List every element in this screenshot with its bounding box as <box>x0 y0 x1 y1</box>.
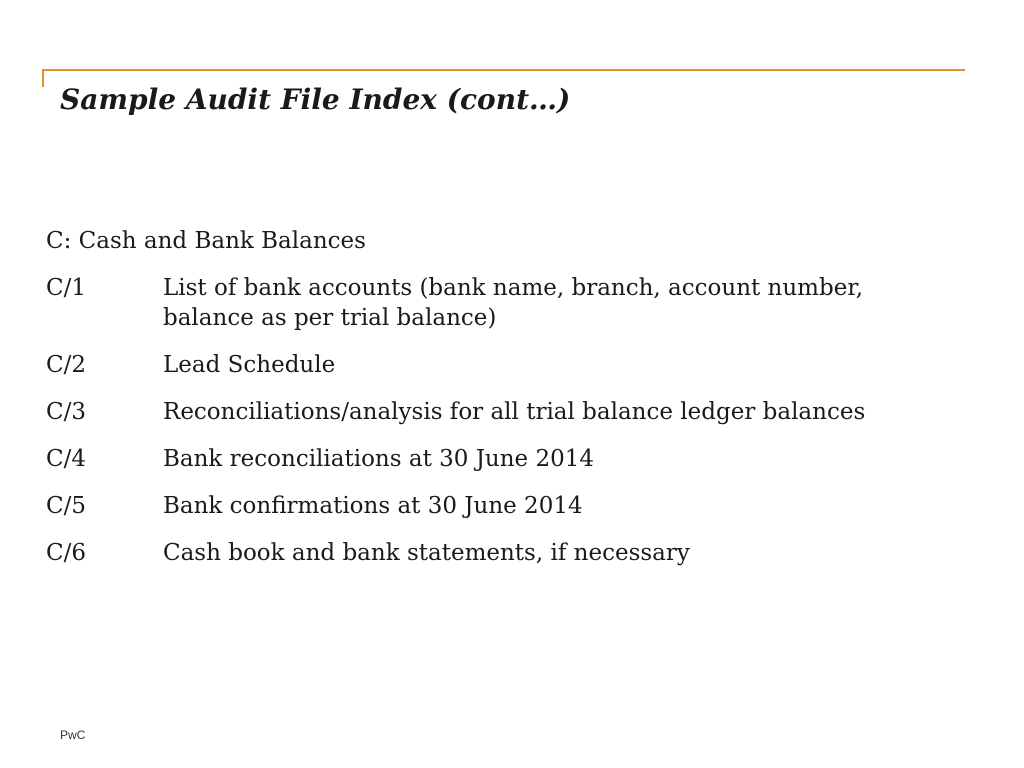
index-code: C/3 <box>46 399 86 425</box>
index-row-c2 <box>46 350 946 380</box>
index-description: Reconciliations/analysis for all trial balance ledger balances <box>163 399 866 425</box>
index-description: Lead Schedule <box>163 352 336 378</box>
audit-index-list <box>46 273 946 568</box>
index-code: C/4 <box>46 446 86 472</box>
index-description: Cash book and bank statements, if necessary <box>163 540 690 566</box>
footer-brand: PwC <box>60 728 86 742</box>
index-code: C/1 <box>46 275 86 301</box>
index-row-c1 <box>46 273 946 333</box>
index-description: Bank confirmations at 30 June 2014 <box>163 493 583 519</box>
index-row-c6 <box>46 538 946 568</box>
index-row-c3 <box>46 397 946 427</box>
index-description: List of bank accounts (bank name, branch, account number, balance as per trial balance) <box>163 275 864 331</box>
slide-content <box>46 226 946 585</box>
index-row-c5 <box>46 491 946 521</box>
section-heading: C: Cash and Bank Balances <box>46 228 366 254</box>
index-description: Bank reconciliations at 30 June 2014 <box>163 446 595 472</box>
title-accent-corner <box>42 69 44 87</box>
index-row-c4 <box>46 444 946 474</box>
index-code: C/6 <box>46 540 86 566</box>
index-code: C/2 <box>46 352 86 378</box>
slide-title: Sample Audit File Index (cont…) <box>60 83 571 116</box>
title-accent-line <box>42 69 965 71</box>
index-code: C/5 <box>46 493 86 519</box>
